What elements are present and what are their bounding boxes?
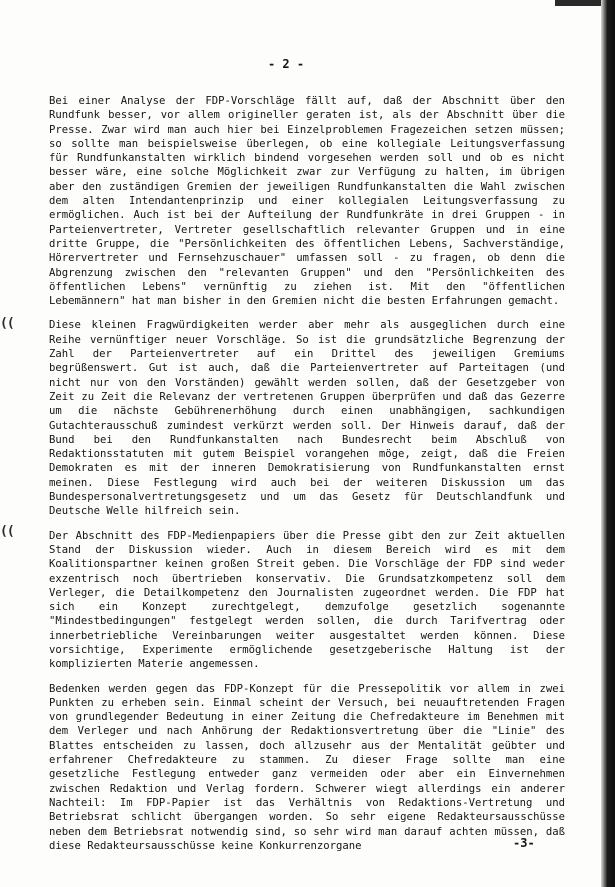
margin-mark: (( — [0, 316, 14, 331]
document-body — [49, 94, 565, 863]
paragraph-concerns: Bedenken werden gegen das FDP-Konzept für die Pressepolitik vor allem in zwei Punkten zu erheben sein. Einmal scheint der Versuch, bei neuauftretenden Fragen von grundlegender Bedeutung in einer Zeitung die Chefredakteure im Benehmen mit dem Verleger und nach Anhörung der Redaktionsvertretung über die "Linie" des Blattes entscheiden zu lassen, doch allzusehr aus der Mentalität geübter und erfahrener Chefredakteure zu stammen. Zu dieser Frage sollte man eine gesetzliche Festlegung entweder ganz vermeiden oder aber ein Einvernehmen zwischen Redaktion und Verlag fordern. Schwerer wiegt allerdings ein anderer Nachteil: Im FDP-Papier ist das Verhältnis von Redaktions-Vertretung und Betriebsrat schlicht übergangen worden. So sehr eigene Redakteursausschüsse neben dem Betriebsrat notwendig sind, so sehr wird man darauf achten müssen, daß diese Redakteursausschüsse keine Konkurrenzorgane — [49, 682, 565, 852]
scan-edge-right — [601, 0, 615, 887]
page-number-top: - 2 - — [267, 57, 305, 71]
page-number-bottom: -3- — [513, 836, 535, 850]
paragraph-new-proposals: Diese kleinen Fragwürdigkeiten werder aber mehr als ausgeglichen durch eine Reihe vernünftiger neuer Vorschläge. So ist die grundsätzliche Begrenzung der Zahl der Parteienvertreter auf ein Drittel des jeweiligen Gremiums begrüßenswert. Gut ist auch, daß die Parteienvertreter auf Parteitagen (und nicht nur von den Vorständen) gewählt werden sollen, daß der Gesetzgeber von Zeit zu Zeit die Relevanz der vertretenen Gruppen überprüfen und daß das Gezerre um die nächste Gebührenerhöhung durch einen unabhängigen, sachkundigen Gutachterausschuß zumindest verkürzt werden soll. Der Hinweis darauf, daß der Bund bei den Rundfunkanstalten nach Bundesrecht beim Abschluß von Redaktionsstatuten mit gutem Beispiel vorangehen möge, zeigt, daß die Freien Demokraten es mit der inneren Demokratisierung von Rundfunkanstalten ernst meinen. Diese Festlegung wird auch bei der weiteren Diskussion um das Bundespersonalvertretungsgesetz und um das Gesetz für Deutschlandfunk und Deutsche Welle hilfreich sein. — [49, 319, 565, 518]
paragraph-press-section: Der Abschnitt des FDP-Medienpapiers über die Presse gibt den zur Zeit aktuellen Stand der Diskussion wieder. Auch in diesem Bereich wird es mit dem Koalitionspartner keinen großen Streit geben. Die Vorschläge der FDP sind weder exzentrisch noch übertrieben konservativ. Die Grundsatzkompetenz soll dem Verleger, die Detailkompetenz den Journalisten zugeordnet werden. Die FDP hat sich ein Konzept zurechtgelegt, demzufolge gesetzlich sogenannte "Mindestbedingungen" festgelegt werden sollen, die durch Tarifvertrag oder innerbetriebliche Vereinbarungen weiter ausgestaltet werden können. Diese vorsichtige, Experimente ermöglichende gesetzgeberische Haltung ist der komplizierten Materie angemessen. — [49, 529, 565, 671]
paragraph-rundfunk-analysis: Bei einer Analyse der FDP-Vorschläge fällt auf, daß der Abschnitt über den Rundfunk besser, vor allem origineller geraten ist, als der Abschnitt über die Presse. Zwar wird man auch hier bei Einzelproblemen Fragezeichen setzen müssen; so sollte man beispielsweise überlegen, ob eine kollegiale Leitungsverfassung für Rundfunkanstalten wirklich bindend vorgesehen werden soll und ob es nicht besser wäre, eine solche Möglichkeit zwar zur Verfügung zu halten, im übrigen aber den zuständigen Gremien der jeweiligen Rundfunkanstalten die Wahl zwischen dem alten Intendantenprinzip und einer kollegialen Leitungsverfassung zu ermöglichen. Auch ist bei der Aufteilung der Rundfunkräte in drei Gruppen - in Parteienvertreter, Vertreter gesellschaftlich relevanter Gruppen und in eine dritte Gruppe, die "Persönlichkeiten des öffentlichen Lebens, Sachverständige, Hörervertreter und Fernsehzuschauer" umfassen soll - zu fragen, ob denn die Abgrenzung zwischen den "relevanten Gruppen" und den "Persönlichkeiten des öffentlichen Lebens" vernünftig zu ziehen ist. Mit den "öffentlichen Lebemännern" hat man bisher in den Gremien nicht die besten Erfahrungen gemacht. — [49, 95, 565, 308]
margin-mark: (( — [0, 524, 14, 539]
